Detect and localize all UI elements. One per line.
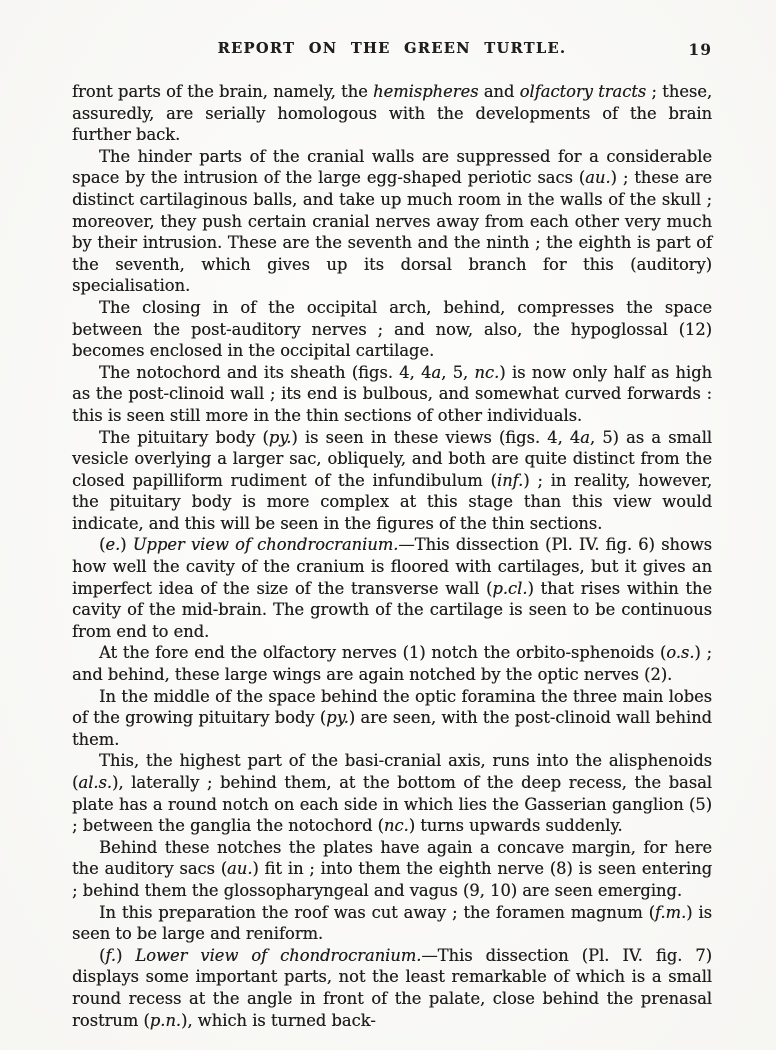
text-run: ) [115, 945, 136, 965]
text-run: ) is seen to be large and reniform. [72, 902, 712, 944]
italic-text-run: olfactory tracts [519, 82, 647, 101]
italic-text-run: nc. [474, 362, 500, 382]
paragraph [72, 146, 712, 297]
paragraph [72, 902, 712, 945]
text-run: ) turns upwards suddenly. [408, 816, 623, 836]
text-run: —This dissection (Pl. IV. fig. 7) displays some important parts, not the least remarkable of which is a small round recess at the angle in front of the palate, close behind the prenasal rostrum ( [72, 945, 712, 1030]
text-run: The hinder parts of the cranial walls are suppressed for a considerable space by the intrusion of the large egg-shaped periotic sacs ( [72, 146, 712, 188]
text-run: , 5) as a small vesicle overlying a larger sac, obliquely, and both are quite distinct from the closed papilliform rudiment of the infundibulum ( [72, 427, 712, 490]
text-run: ), laterally ; behind them, at the bottom of the deep recess, the basal plate has a round notch on each side in which lies the Gasserian ganglion (5) ; between the ganglia the notochord ( [72, 773, 712, 836]
paragraph [72, 297, 712, 362]
text-run: ( [99, 945, 106, 965]
italic-text-run: al.s. [78, 773, 112, 792]
text-run: The closing in of the occipital arch, behind, compresses the space between the post-auditory nerves ; and now, also, the hypoglossal (12) becomes enclosed in the occipital cartilage. [72, 297, 712, 361]
body-text [72, 81, 712, 1031]
page-number: 19 [688, 40, 712, 59]
text-run: The notochord and its sheath (figs. 4, 4 [99, 362, 432, 382]
text-run: front parts of the brain, namely, the [72, 82, 373, 101]
italic-text-run: inf. [496, 470, 524, 490]
text-run: , 5, [441, 362, 475, 382]
text-run: ) [120, 535, 133, 555]
text-run: The pituitary body ( [99, 427, 269, 447]
text-run: ) ; in reality, however, the pituitary body is more complex at this stage than this view would indicate, and this will be seen in the figures of the thin sections. [72, 470, 712, 533]
paragraph [72, 534, 712, 642]
italic-text-run: e. [105, 535, 121, 555]
text-run: ), which is turned back- [180, 1010, 376, 1030]
italic-text-run: nc. [383, 816, 409, 836]
text-run: ) that rises within the cavity of the mid-brain. The growth of the cartilage is seen to be continuous from end to end. [72, 578, 712, 641]
paragraph [72, 81, 712, 146]
running-header [72, 40, 712, 60]
italic-text-run: p.n. [149, 1010, 181, 1030]
italic-text-run: p.cl. [492, 578, 528, 598]
italic-text-run: py. [268, 427, 292, 447]
text-run: ) ; and behind, these large wings are again notched by the optic nerves (2). [72, 643, 712, 685]
italic-text-run: f. [105, 945, 116, 965]
text-run: In this preparation the roof was cut away ; the foramen magnum ( [99, 902, 655, 922]
italic-text-run: py. [326, 708, 349, 728]
text-run: ) fit in ; into them the eighth nerve (8) is seen entering ; behind them the glossopharyngeal and vagus (9, 10) are seen emerging. [72, 859, 712, 900]
text-run: ) ; these are distinct cartilaginous balls, and take up much room in the walls of the skull ; moreover, they push certain cranial nerves away from each other very much by their intrusion. These are the seventh and the ninth ; the eighth is part of the seventh, which gives up its dorsal branch for this (auditory) specialisation. [72, 168, 712, 296]
text-run: and [478, 82, 520, 101]
paragraph [72, 427, 712, 535]
text-run: ) are seen, with the post-clinoid wall behind them. [72, 708, 712, 749]
paragraph [72, 750, 712, 836]
paragraph [72, 362, 712, 427]
italic-text-run: au. [227, 859, 253, 879]
paragraph [72, 642, 712, 685]
italic-text-run: Lower view of chondrocranium. [135, 945, 422, 965]
text-run: At the fore end the olfactory nerves (1) notch the orbito-sphenoids ( [99, 643, 667, 663]
italic-text-run: a [431, 362, 442, 382]
text-run: —This dissection (Pl. IV. fig. 6) shows how well the cavity of the cranium is floored with cartilages, but it gives an imperfect idea of the size of the transverse wall ( [72, 535, 712, 598]
text-run: ( [99, 535, 106, 555]
italic-text-run: f.m. [654, 902, 687, 922]
italic-text-run: Upper view of chondrocranium. [132, 535, 399, 555]
text-run: ) is seen in these views (figs. 4, 4 [291, 427, 581, 447]
page-title: REPORT ON THE GREEN TURTLE. [217, 40, 567, 57]
italic-text-run: au. [585, 168, 611, 188]
text-run: Behind these notches the plates have again a concave margin, for here the auditory sacs ( [72, 837, 712, 879]
italic-text-run: o.s. [666, 643, 695, 663]
italic-text-run: hemispheres [373, 82, 479, 101]
text-run: ) is now only half as high as the post-clinoid wall ; its end is bulbous, and somewhat curved forwards : this is seen still more in the thin sections of other individuals. [72, 362, 712, 425]
italic-text-run: a [580, 427, 590, 447]
text-run: This, the highest part of the basi-cranial axis, runs into the alisphenoids ( [72, 751, 712, 792]
text-run: In the middle of the space behind the optic foramina the three main lobes of the growing pituitary body ( [72, 686, 712, 728]
paragraph [72, 686, 712, 751]
paragraph [72, 837, 712, 902]
paragraph [72, 945, 712, 1031]
text-run: ; these, assuredly, are serially homologous with the developments of the brain further back. [72, 82, 713, 145]
